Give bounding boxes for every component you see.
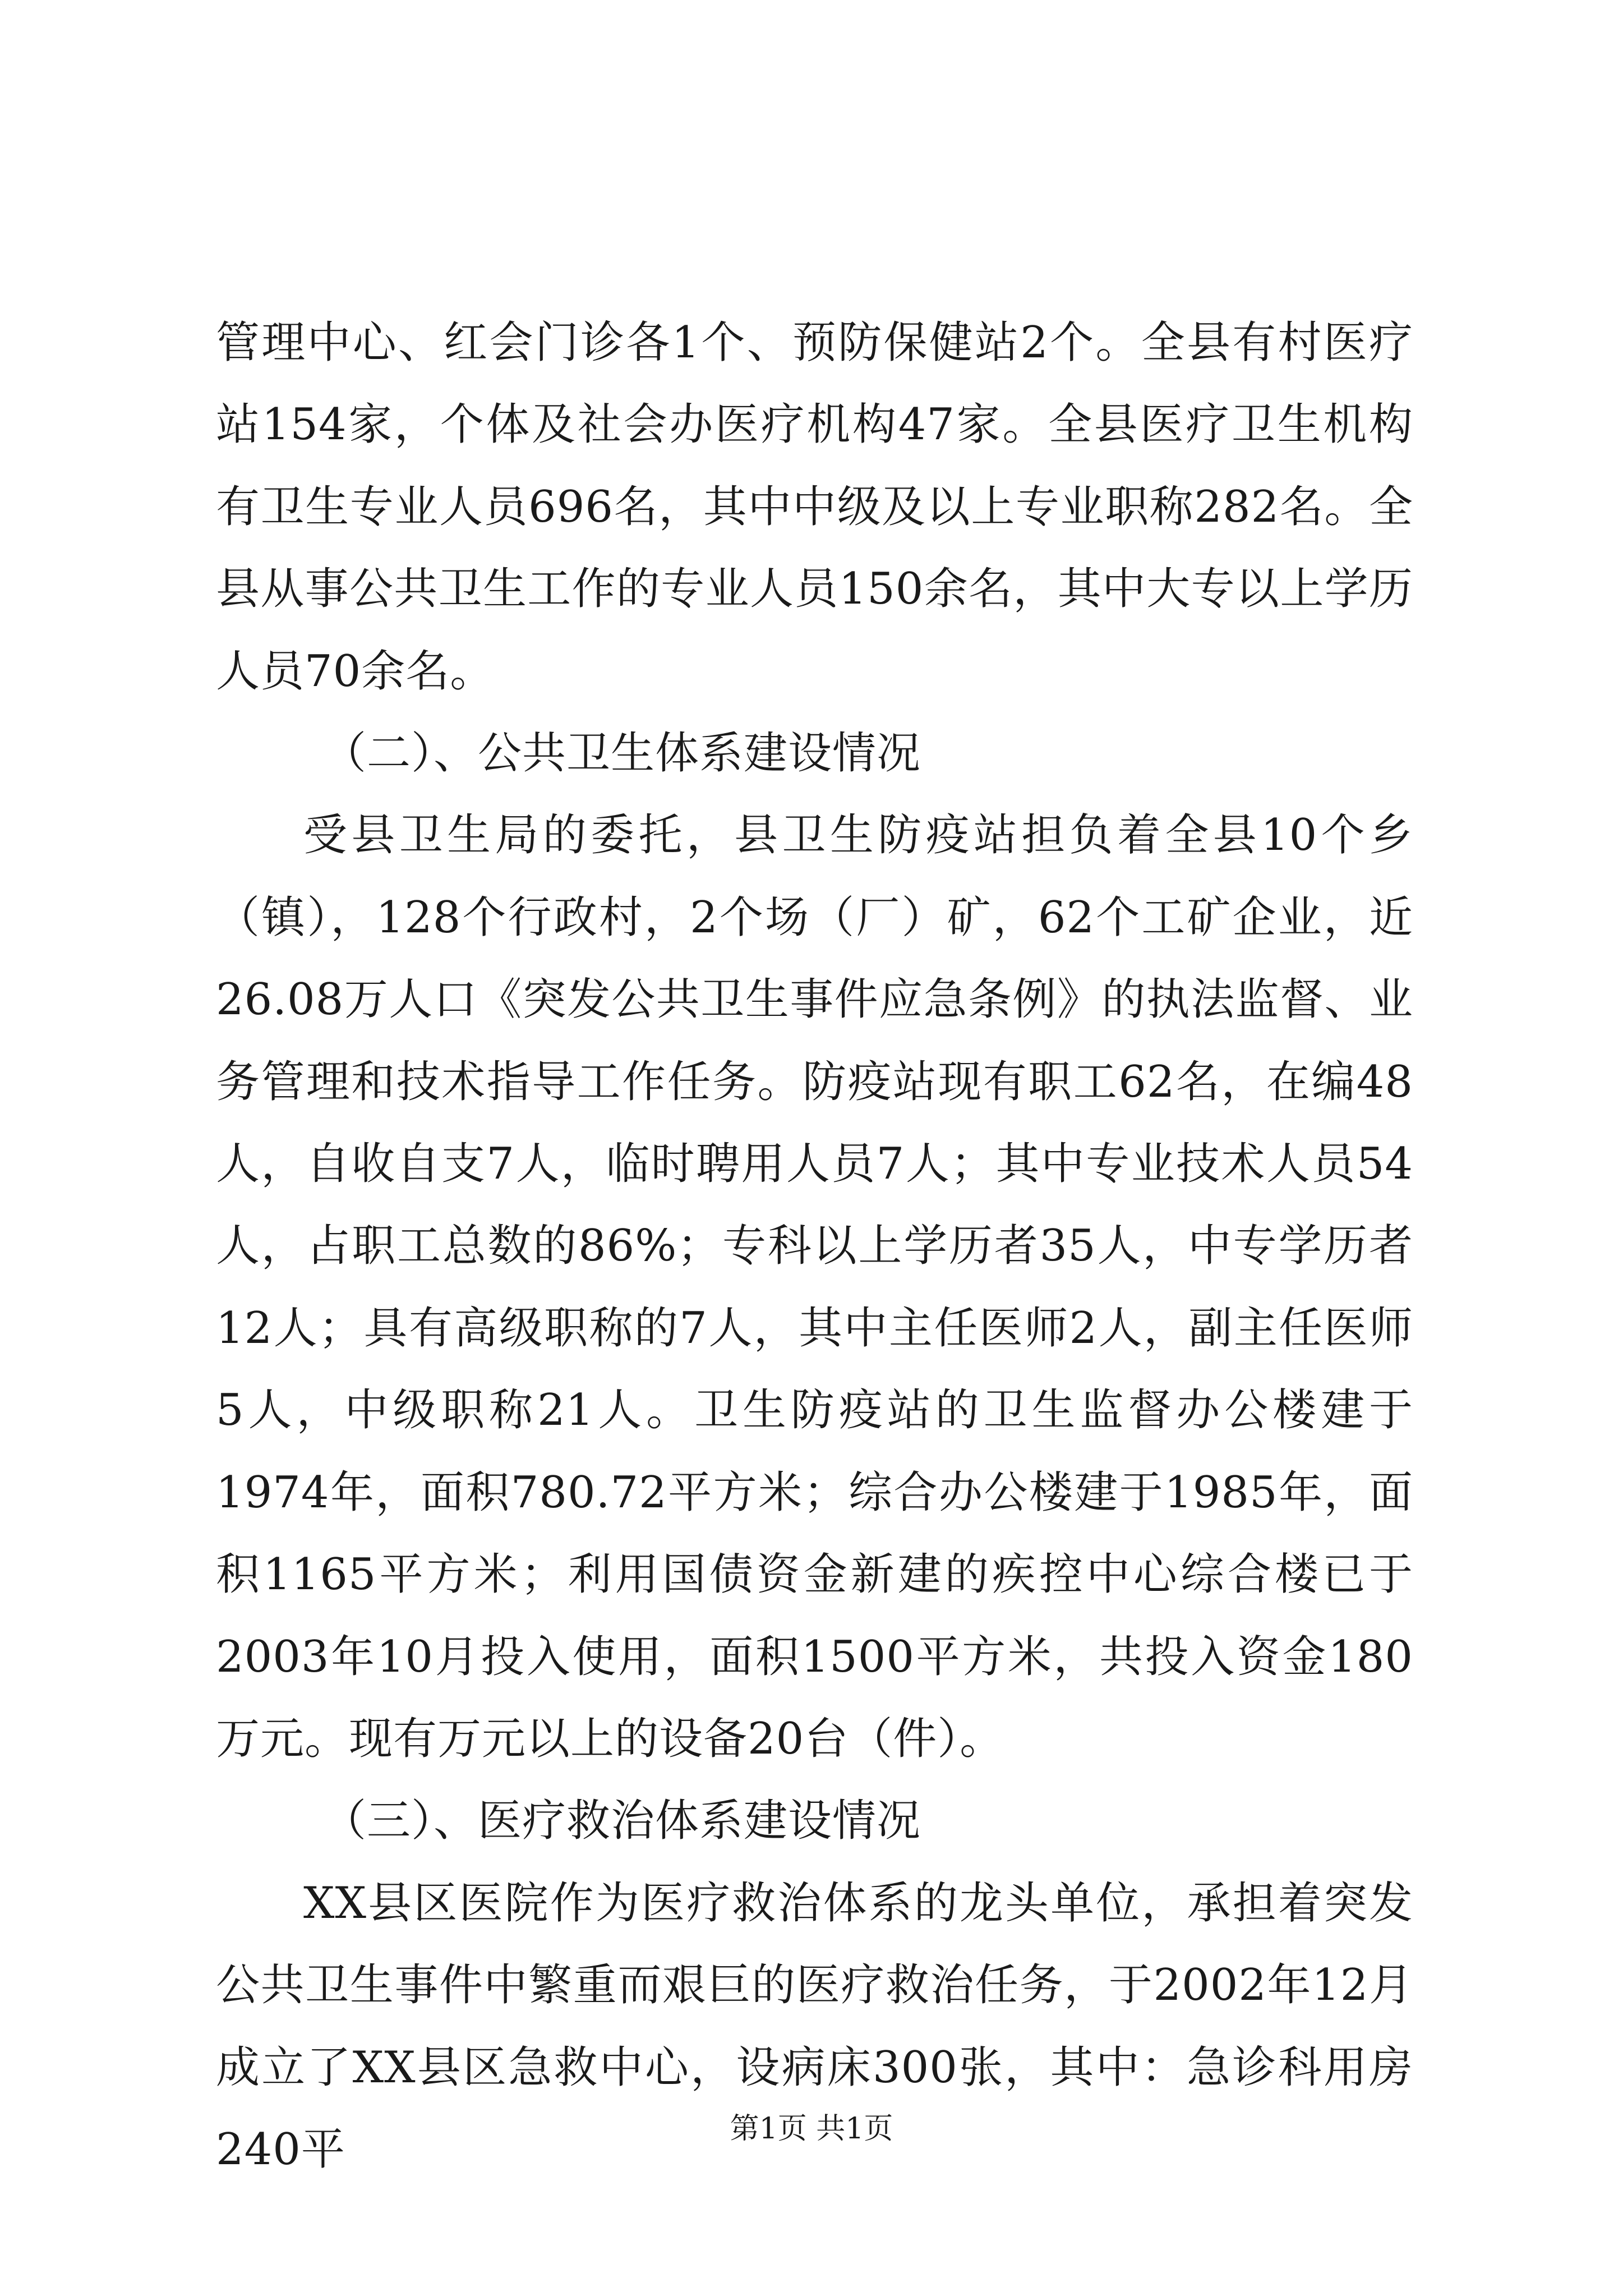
paragraph-continued: 管理中心、红会门诊各1个、预防保健站2个。全县有村医疗站154家，个体及社会办医疗机构47家。全县医疗卫生机构有卫生专业人员696名，其中中级及以上专业职称282名。全县从事公共卫生工作的专业人员150余名，其中大专以上学历人员70余名。 — [216, 318, 1413, 697]
section-heading-3: （三）、医疗救治体系建设情况 — [322, 1796, 921, 1847]
document-body — [216, 302, 1413, 2191]
paragraph-public-health: 受县卫生局的委托，县卫生防疫站担负着全县10个乡（镇），128个行政村，2个场（厂）矿，62个工矿企业，近26.08万人口《突发公共卫生事件应急条例》的执法监督、业务管理和技术指导工作任务。防疫站现有职工62名，在编48人，自收自支7人，临时聘用人员7人；其中专业技术人员54人，占职工总数的86%；专科以上学历者35人，中专学历者12人；具有高级职称的7人，其中主任医师2人，副主任医师5人，中级职称21人。卫生防疫站的卫生监督办公楼建于1974年，面积780.72平方米；综合办公楼建于1985年，面积1165平方米；利用国债资金新建的疾控中心综合楼已于2003年10月投入使用，面积1500平方米，共投入资金180万元。现有万元以上的设备20台（件）。 — [216, 810, 1413, 1764]
page-footer: 第1页 共1页 — [730, 2112, 893, 2146]
section-heading-2: （二）、公共卫生体系建设情况 — [322, 728, 921, 779]
paragraph-medical-treatment: XX县区医院作为医疗救治体系的龙头单位，承担着突发公共卫生事件中繁重而艰巨的医疗救治任务，于2002年12月成立了XX县区急救中心，设病床300张，其中：急诊科用房240平 — [216, 1878, 1413, 2175]
